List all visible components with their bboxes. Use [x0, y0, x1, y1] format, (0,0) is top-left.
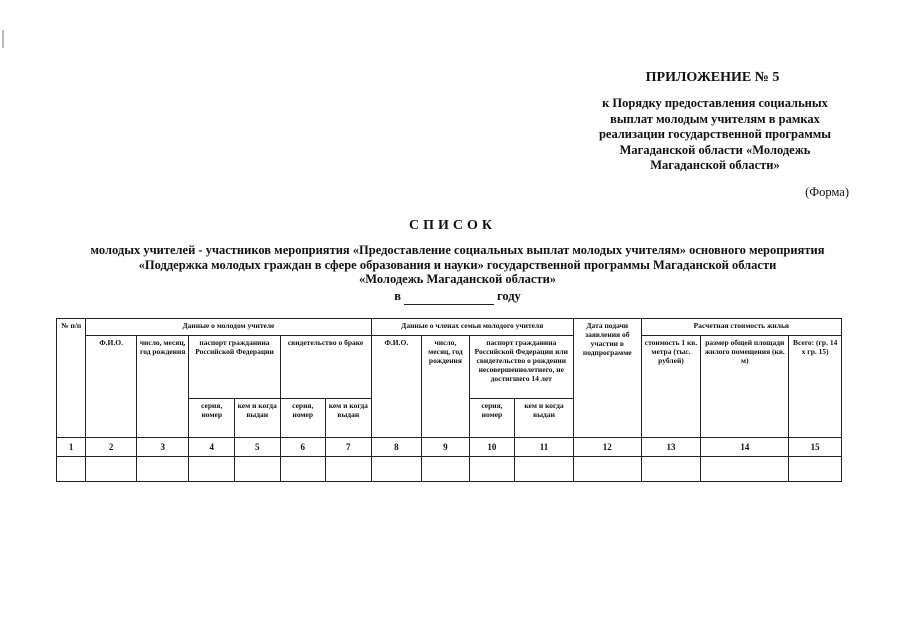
table-cell — [280, 457, 326, 482]
column-number: 10 — [469, 438, 515, 457]
table-row — [57, 457, 842, 482]
table-cell — [701, 457, 789, 482]
column-number: 12 — [573, 438, 641, 457]
table-cell — [189, 457, 235, 482]
year-line — [0, 289, 905, 305]
table-cell — [371, 457, 422, 482]
appendix-line: Магаданской области «Молодежь — [619, 142, 811, 157]
table-cell — [235, 457, 281, 482]
table-cell — [136, 457, 189, 482]
column-number: 2 — [86, 438, 137, 457]
column-number: 14 — [701, 438, 789, 457]
family-birth-header: число, месяц, год рождения — [422, 336, 470, 438]
column-number: 13 — [641, 438, 701, 457]
table-cell — [469, 457, 515, 482]
column-number: 6 — [280, 438, 326, 457]
column-numbers-row — [57, 438, 842, 457]
column-number: 3 — [136, 438, 189, 457]
cost-group-header: Расчетная стоимость жилья — [641, 319, 841, 336]
table-cell — [515, 457, 574, 482]
teacher-marriage-header: свидетельство о браке — [280, 336, 371, 399]
subtitle-line: «Молодежь Магаданской области» — [358, 272, 557, 286]
table-header-row — [57, 319, 842, 336]
year-prefix: в — [394, 289, 401, 303]
column-number: 5 — [235, 438, 281, 457]
table-cell — [86, 457, 137, 482]
appendix-subtitle — [565, 96, 865, 174]
teacher-passport-series-header: серия, номер — [189, 399, 235, 438]
teacher-group-header: Данные о молодом учителе — [86, 319, 371, 336]
living-area-header: размер общей площади жилого помещения (кв. м) — [701, 336, 789, 438]
table-cell — [573, 457, 641, 482]
column-number: 9 — [422, 438, 470, 457]
table-header-row — [57, 336, 842, 399]
teacher-passport-issued-header: кем и когда выдан — [235, 399, 281, 438]
year-blank-field — [404, 289, 494, 305]
teacher-birth-header: число, месяц, год рождения — [136, 336, 189, 438]
teacher-marriage-issued-header: кем и когда выдан — [326, 399, 372, 438]
teacher-marriage-series-header: серия, номер — [280, 399, 326, 438]
column-number: 11 — [515, 438, 574, 457]
application-date-header: Дата подачи заявления об участии в подпрограмме — [573, 319, 641, 438]
scan-artifact — [2, 30, 4, 48]
teacher-passport-header: паспорт гражданина Российской Федерации — [189, 336, 280, 399]
table-cell — [57, 457, 86, 482]
document-subtitle — [40, 243, 875, 287]
document-title: СПИСОК — [408, 218, 497, 233]
column-number: 15 — [789, 438, 842, 457]
column-number: 7 — [326, 438, 372, 457]
subtitle-line: молодых учителей - участников мероприятия «Предоставление социальных выплат молодых учителям» основного мероприятия — [90, 243, 825, 257]
family-group-header: Данные о членах семьи молодого учителя — [371, 319, 573, 336]
family-doc-series-header: серия, номер — [469, 399, 515, 438]
column-number: 4 — [189, 438, 235, 457]
family-passport-header: паспорт гражданина Российской Федерации или свидетельство о рождении несовершеннолетнего, не достигшего 14 лет — [469, 336, 573, 399]
appendix-line: Магаданской области» — [650, 158, 780, 172]
table-cell — [789, 457, 842, 482]
cost-per-meter-header: стоимость 1 кв. метра (тыс. рублей) — [641, 336, 701, 438]
table-cell — [422, 457, 470, 482]
cost-total-header: Всего: (гр. 14 х гр. 15) — [789, 336, 842, 438]
family-fio-header: Ф.И.О. — [371, 336, 422, 438]
column-number: 8 — [371, 438, 422, 457]
col-number-header: № п/п — [57, 319, 86, 438]
year-suffix: году — [496, 289, 521, 303]
appendix-line: к Порядку предоставления социальных — [602, 96, 828, 110]
appendix-title: ПРИЛОЖЕНИЕ № 5 — [645, 70, 780, 85]
participants-table — [56, 318, 842, 482]
family-doc-issued-header: кем и когда выдан — [515, 399, 574, 438]
form-label: (Форма) — [805, 185, 849, 199]
table-cell — [326, 457, 372, 482]
column-number: 1 — [57, 438, 86, 457]
appendix-line: выплат молодым учителям в рамках — [610, 111, 820, 126]
table-cell — [641, 457, 701, 482]
teacher-fio-header: Ф.И.О. — [86, 336, 137, 438]
subtitle-line: «Поддержка молодых граждан в сфере образования и науки» государственной программы Магаданской области — [138, 257, 777, 272]
appendix-line: реализации государственной программы — [598, 127, 832, 141]
